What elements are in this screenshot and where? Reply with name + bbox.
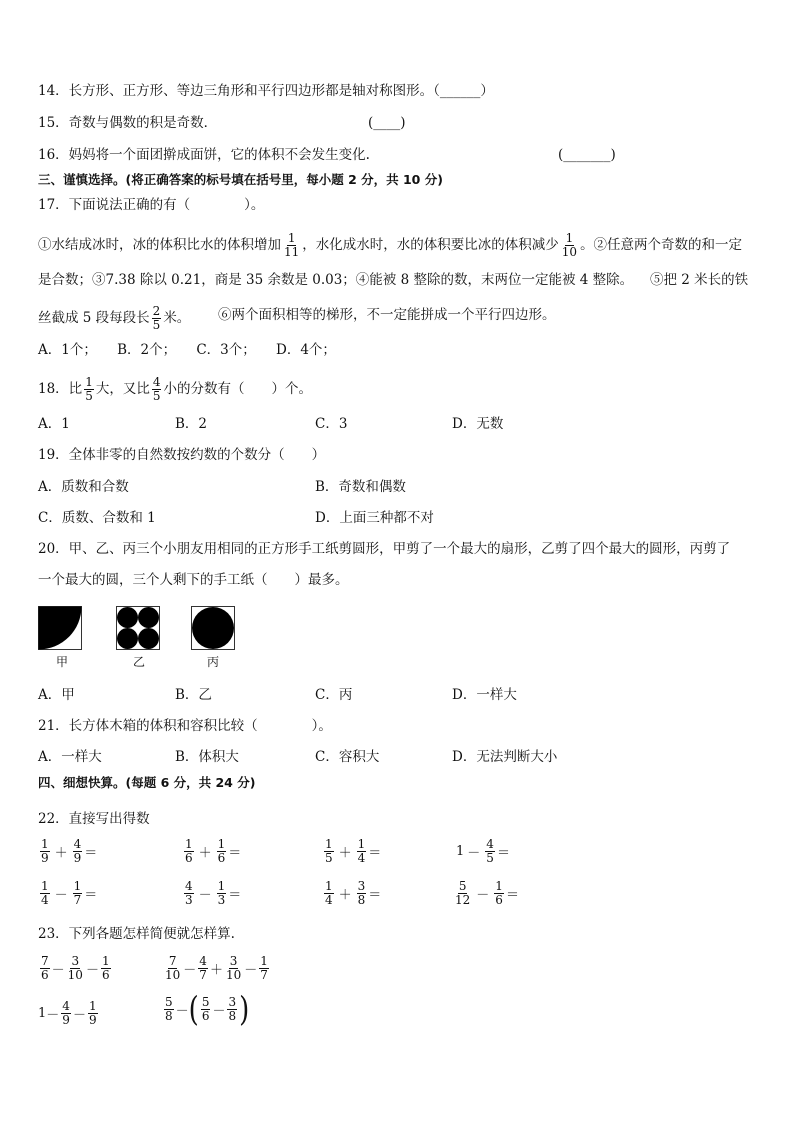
question-16: 16．妈妈将一个面团擀成面饼，它的体积不会发生变化. (_______) bbox=[38, 147, 616, 163]
option-a: A．1 bbox=[38, 416, 70, 432]
option-b: B．体积大 bbox=[175, 749, 239, 765]
figure-label-bing: 丙 bbox=[207, 655, 220, 669]
question-14: 14．长方形、正方形、等边三角形和平行四边形都是轴对称图形。（______） bbox=[38, 83, 494, 99]
option-b: B．2 bbox=[175, 416, 208, 432]
question-18-stem: 18．比 $\frac{1}{5}$ 大，又比 $\frac{4}{5}$ 小的分数有（ ）个。 bbox=[38, 375, 312, 403]
option-d: D．无数 bbox=[452, 416, 504, 432]
question-23-stem: 23．下列各题怎样简便就怎样算. bbox=[38, 926, 235, 942]
question-19-stem: 19．全体非零的自然数按约数的个数分（ ） bbox=[38, 447, 326, 463]
option-a: A．甲 bbox=[38, 687, 75, 703]
question-21-stem: 21．长方体木箱的体积和容积比较（ ）。 bbox=[38, 718, 332, 734]
option-c: C．3 bbox=[315, 416, 348, 432]
figure-jia-quarter-circle bbox=[38, 606, 82, 650]
calc-expression: $\frac{5}{8}$ － ( $\frac{5}{6}$ － $\frac{3}{8}$ ) bbox=[165, 990, 250, 1029]
option-d: D．上面三种都不对 bbox=[315, 510, 434, 526]
question-17-options: A．1个； B．2个； C．3个； D．4个； bbox=[38, 342, 336, 358]
option-c: C．丙 bbox=[315, 687, 353, 703]
question-17-stem: 17．下面说法正确的有（ ）。 bbox=[38, 197, 265, 213]
calc-expression: 1 － $\frac{4}{9}$ － $\frac{1}{9}$ bbox=[38, 999, 97, 1027]
question-17-line-2: 是合数；③7.38 除以 0.21，商是 35 余数是 0.03；④能被 8 整除的数，末两位一定能被 4 整除。 ⑤把 2 米长的铁 bbox=[38, 272, 749, 288]
question-20-line-1: 20．甲、乙、丙三个小朋友用相同的正方形手工纸剪圆形，甲剪了一个最大的扇形，乙剪了四个最大的圆形，丙剪了 bbox=[38, 541, 731, 557]
calc-expression: $\frac{1}{6}$ ＋ $\frac{1}{6}$ ＝ bbox=[185, 837, 242, 865]
option-a: A．一样大 bbox=[38, 749, 102, 765]
option-c: C．容积大 bbox=[315, 749, 380, 765]
option-a: A．质数和合数 bbox=[38, 479, 129, 495]
figure-label-yi: 乙 bbox=[133, 655, 146, 669]
question-15: 15．奇数与偶数的积是奇数． (____) bbox=[38, 115, 406, 131]
option-d: D．一样大 bbox=[452, 687, 517, 703]
option-d: D．无法判断大小 bbox=[452, 749, 558, 765]
left-paren: ( bbox=[188, 990, 199, 1029]
option-b: B．奇数和偶数 bbox=[315, 479, 406, 495]
option-b: B．乙 bbox=[175, 687, 212, 703]
section-3-heading: 三、谨慎选择。(将正确答案的标号填在括号里，每小题 2 分，共 10 分) bbox=[38, 172, 443, 187]
question-22-stem: 22．直接写出得数 bbox=[38, 811, 150, 827]
section-4-heading: 四、细想快算。(每题 6 分，共 24 分) bbox=[38, 775, 256, 790]
calc-expression: $\frac{7}{6}$ － $\frac{3}{10}$ － $\frac{1}{6}$ bbox=[41, 954, 110, 982]
calc-expression: $\frac{1}{4}$ ＋ $\frac{3}{8}$ ＝ bbox=[325, 879, 382, 907]
question-17-line-3: 丝截成 5 段每段长 $\frac{2}{5}$ 米。 ⑥两个面积相等的梯形，不一定能拼成一个平行四边形。 bbox=[38, 304, 556, 332]
calc-expression: 1 － $\frac{4}{5}$ ＝ bbox=[456, 837, 510, 865]
question-17-line-1: ①水结成冰时，冰的体积比水的体积增加 $\frac{1}{11}$ ，水化成水时，水的体积要比冰的体积减少 $\frac{1}{10}$ 。②任意两个奇数的和一定 bbox=[38, 231, 743, 259]
figure-bing-circle bbox=[191, 606, 235, 650]
calc-expression: $\frac{1}{5}$ ＋ $\frac{1}{4}$ ＝ bbox=[325, 837, 382, 865]
calc-expression: $\frac{5}{12}$ － $\frac{1}{6}$ ＝ bbox=[455, 879, 519, 907]
question-20-line-2: 一个最大的圆，三个人剩下的手工纸（ ）最多。 bbox=[38, 572, 349, 588]
figure-label-jia: 甲 bbox=[56, 655, 69, 669]
right-paren: ) bbox=[239, 990, 250, 1029]
calc-expression: $\frac{4}{3}$ － $\frac{1}{3}$ ＝ bbox=[185, 879, 242, 907]
calc-expression: $\frac{7}{10}$ － $\frac{4}{7}$ ＋ $\frac{3}{10}$ － $\frac{1}{7}$ bbox=[165, 954, 268, 982]
option-c: C．质数、合数和 1 bbox=[38, 510, 156, 526]
figure-yi-four-circles bbox=[116, 606, 160, 650]
calc-expression: $\frac{1}{9}$ ＋ $\frac{4}{9}$ ＝ bbox=[41, 837, 98, 865]
calc-expression: $\frac{1}{4}$ － $\frac{1}{7}$ ＝ bbox=[41, 879, 98, 907]
